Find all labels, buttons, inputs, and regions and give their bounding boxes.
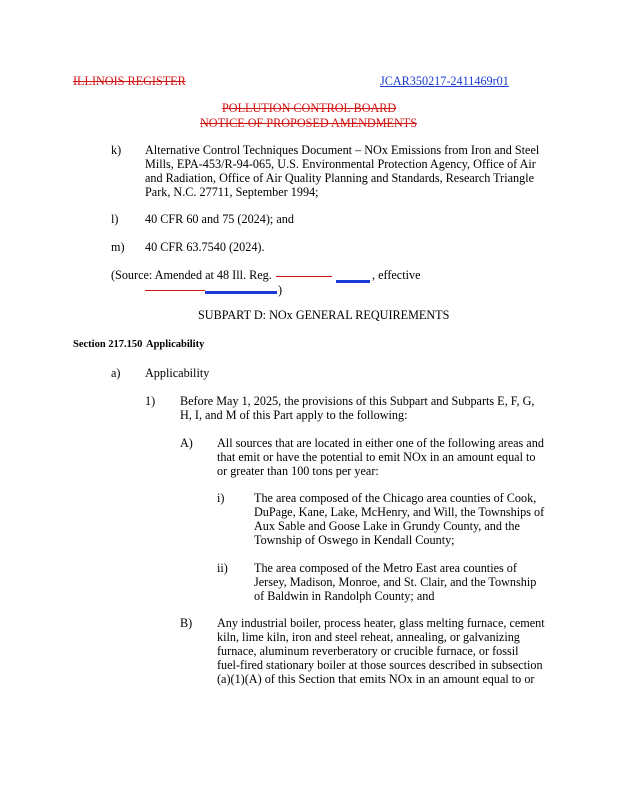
source-inserted-blank [336,280,370,283]
item-k-line-3: and Radiation, Office of Air Quality Planning and Standards, Research Triangle [145,171,535,185]
register-header: ILLINOIS REGISTER [73,74,186,88]
source-deleted-blank-2 [145,290,205,291]
subsection-i-line-1: The area composed of the Chicago area counties of Cook, [254,491,537,505]
item-k-line-1: Alternative Control Techniques Document – NOx Emissions from Iron and Steel [145,143,540,157]
section-number: Section 217.150 [73,339,143,350]
item-k-line-4: Park, N.C. 27711, September 1994; [145,185,319,199]
subsection-A-line-2: that emit or have the potential to emit NOx in an amount equal to [217,450,536,464]
source-effective: , effective [372,268,421,282]
source-inserted-blank-2 [205,291,277,294]
item-m-text: 40 CFR 63.7540 (2024). [145,240,265,254]
board-title: POLLUTION CONTROL BOARD [222,101,397,115]
subsection-A-line-1: All sources that are located in either one of the following areas and [217,436,544,450]
item-m-label: m) [111,240,125,254]
item-l-text: 40 CFR 60 and 75 (2024); and [145,212,294,226]
subsection-A-line-3: or greater than 100 tons per year: [217,464,379,478]
item-k-line-2: Mills, EPA-453/R-94-065, U.S. Environmental Protection Agency, Office of Air [145,157,536,171]
item-k-label: k) [111,143,122,157]
subsection-i-line-2: DuPage, Kane, Lake, McHenry, and Will, the Townships of [254,505,545,519]
subsection-1-label: 1) [145,394,156,408]
subsection-i-label: i) [217,491,225,505]
subsection-A-label: A) [180,436,193,450]
subsection-i-line-4: Township of Oswego in Kendall County; [254,533,455,547]
item-l-label: l) [111,212,119,226]
subsection-1-line-1: Before May 1, 2025, the provisions of this Subpart and Subparts E, F, G, [180,394,535,408]
subsection-ii-line-1: The area composed of the Metro East area counties of [254,561,517,575]
subsection-i-line-3: Aux Sable and Goose Lake in Grundy County, and the [254,519,520,533]
subsection-ii-label: ii) [217,561,228,575]
subpart-heading: SUBPART D: NOx GENERAL REQUIREMENTS [198,308,450,322]
subsection-B-line-5: (a)(1)(A) of this Section that emits NOx in an amount equal to or [217,672,535,686]
notice-title: NOTICE OF PROPOSED AMENDMENTS [200,116,418,130]
source-text: (Source: Amended at 48 Ill. Reg. [111,268,272,282]
subsection-a-label: a) [111,366,121,380]
subsection-B-line-2: kiln, lime kiln, iron and steel reheat, annealing, or galvanizing [217,630,520,644]
subsection-ii-line-3: of Baldwin in Randolph County; and [254,589,435,603]
subsection-1-line-2: H, I, and M of this Part apply to the following: [180,408,408,422]
subsection-B-line-1: Any industrial boiler, process heater, glass melting furnace, cement [217,616,545,630]
subsection-B-label: B) [180,616,193,630]
subsection-a-text: Applicability [145,366,210,380]
subsection-B-line-3: furnace, aluminum reverberatory or crucible furnace, or fossil [217,644,519,658]
subsection-B-line-4: fuel-fired stationary boiler at those sources described in subsection [217,658,543,672]
source-close-paren: ) [278,283,283,297]
jcar-code: JCAR350217-2411469r01 [380,74,509,88]
section-title: Applicability [146,339,205,350]
source-deleted-blank [276,276,332,277]
subsection-ii-line-2: Jersey, Madison, Monroe, and St. Clair, and the Township [254,575,537,589]
